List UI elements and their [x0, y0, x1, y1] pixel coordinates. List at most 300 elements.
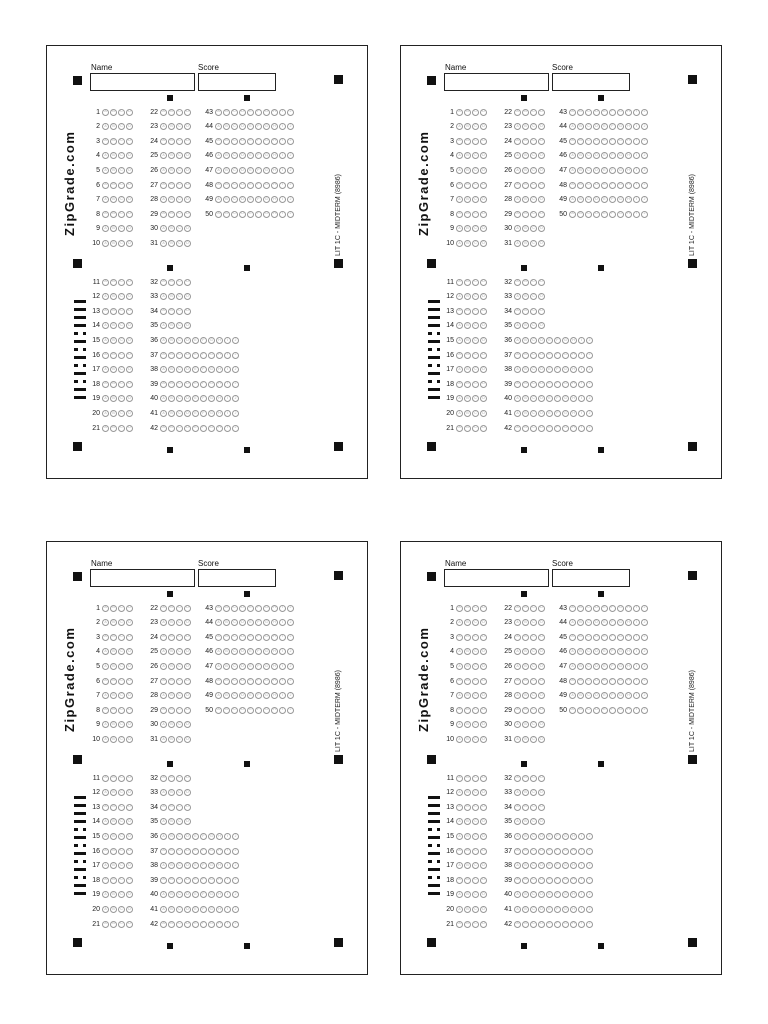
answer-bubble[interactable]: E [247, 648, 254, 655]
answer-bubble[interactable]: A [456, 848, 463, 855]
answer-bubble[interactable]: D [126, 138, 133, 145]
answer-bubble[interactable]: D [480, 366, 487, 373]
answer-bubble[interactable]: E [601, 619, 608, 626]
answer-bubble[interactable]: C [472, 123, 479, 130]
answer-bubble[interactable]: G [617, 152, 624, 159]
answer-bubble[interactable]: H [216, 366, 223, 373]
score-field[interactable] [552, 569, 630, 587]
answer-bubble[interactable]: D [184, 605, 191, 612]
answer-bubble[interactable]: C [176, 109, 183, 116]
answer-bubble[interactable]: D [184, 109, 191, 116]
answer-bubble[interactable]: C [530, 663, 537, 670]
answer-bubble[interactable]: E [601, 138, 608, 145]
answer-bubble[interactable]: C [472, 196, 479, 203]
answer-bubble[interactable]: C [176, 906, 183, 913]
answer-bubble[interactable]: C [472, 678, 479, 685]
answer-bubble[interactable]: H [570, 906, 577, 913]
answer-bubble[interactable]: A [569, 648, 576, 655]
answer-bubble[interactable]: E [192, 921, 199, 928]
answer-bubble[interactable]: F [255, 182, 262, 189]
answer-bubble[interactable]: B [577, 152, 584, 159]
answer-bubble[interactable]: J [586, 862, 593, 869]
answer-bubble[interactable]: E [192, 337, 199, 344]
answer-bubble[interactable]: H [570, 337, 577, 344]
answer-bubble[interactable]: D [480, 663, 487, 670]
answer-bubble[interactable]: A [456, 775, 463, 782]
answer-bubble[interactable]: B [168, 109, 175, 116]
answer-bubble[interactable]: B [110, 921, 117, 928]
answer-bubble[interactable]: C [176, 891, 183, 898]
answer-bubble[interactable]: A [102, 804, 109, 811]
answer-bubble[interactable]: J [232, 862, 239, 869]
answer-bubble[interactable]: C [530, 337, 537, 344]
answer-bubble[interactable]: H [570, 891, 577, 898]
answer-bubble[interactable]: B [522, 707, 529, 714]
answer-bubble[interactable]: C [231, 167, 238, 174]
answer-bubble[interactable]: C [472, 240, 479, 247]
answer-bubble[interactable]: A [160, 634, 167, 641]
answer-bubble[interactable]: C [530, 804, 537, 811]
answer-bubble[interactable]: G [562, 862, 569, 869]
answer-bubble[interactable]: I [279, 138, 286, 145]
answer-bubble[interactable]: C [118, 167, 125, 174]
answer-bubble[interactable]: G [208, 862, 215, 869]
answer-bubble[interactable]: C [530, 109, 537, 116]
answer-bubble[interactable]: C [472, 366, 479, 373]
answer-bubble[interactable]: D [538, 322, 545, 329]
answer-bubble[interactable]: A [215, 707, 222, 714]
answer-bubble[interactable]: A [160, 308, 167, 315]
answer-bubble[interactable]: D [184, 663, 191, 670]
answer-bubble[interactable]: D [239, 619, 246, 626]
answer-bubble[interactable]: I [578, 425, 585, 432]
answer-bubble[interactable]: B [110, 862, 117, 869]
answer-bubble[interactable]: E [247, 196, 254, 203]
answer-bubble[interactable]: F [255, 692, 262, 699]
answer-bubble[interactable]: B [464, 605, 471, 612]
answer-bubble[interactable]: B [168, 663, 175, 670]
answer-bubble[interactable]: B [110, 240, 117, 247]
answer-bubble[interactable]: C [472, 663, 479, 670]
answer-bubble[interactable]: F [554, 877, 561, 884]
answer-bubble[interactable]: C [231, 692, 238, 699]
answer-bubble[interactable]: D [184, 648, 191, 655]
answer-bubble[interactable]: A [102, 678, 109, 685]
answer-bubble[interactable]: C [118, 818, 125, 825]
answer-bubble[interactable]: A [215, 182, 222, 189]
answer-bubble[interactable]: D [593, 648, 600, 655]
answer-bubble[interactable]: J [287, 211, 294, 218]
answer-bubble[interactable]: G [617, 138, 624, 145]
answer-bubble[interactable]: I [279, 707, 286, 714]
answer-bubble[interactable]: B [110, 692, 117, 699]
answer-bubble[interactable]: C [472, 410, 479, 417]
answer-bubble[interactable]: B [168, 818, 175, 825]
answer-bubble[interactable]: B [110, 410, 117, 417]
answer-bubble[interactable]: D [538, 891, 545, 898]
answer-bubble[interactable]: B [522, 678, 529, 685]
answer-bubble[interactable]: C [472, 891, 479, 898]
answer-bubble[interactable]: C [530, 692, 537, 699]
answer-bubble[interactable]: C [176, 381, 183, 388]
answer-bubble[interactable]: G [562, 410, 569, 417]
answer-bubble[interactable]: D [538, 381, 545, 388]
answer-bubble[interactable]: B [168, 123, 175, 130]
answer-bubble[interactable]: D [538, 648, 545, 655]
answer-bubble[interactable]: B [464, 634, 471, 641]
answer-bubble[interactable]: F [200, 848, 207, 855]
answer-bubble[interactable]: J [287, 634, 294, 641]
answer-bubble[interactable]: B [464, 308, 471, 315]
answer-bubble[interactable]: D [126, 123, 133, 130]
answer-bubble[interactable]: A [456, 138, 463, 145]
answer-bubble[interactable]: B [168, 678, 175, 685]
answer-bubble[interactable]: C [118, 308, 125, 315]
answer-bubble[interactable]: C [118, 862, 125, 869]
answer-bubble[interactable]: C [176, 152, 183, 159]
answer-bubble[interactable]: D [480, 167, 487, 174]
answer-bubble[interactable]: B [110, 109, 117, 116]
answer-bubble[interactable]: F [200, 395, 207, 402]
answer-bubble[interactable]: D [184, 352, 191, 359]
answer-bubble[interactable]: D [538, 775, 545, 782]
answer-bubble[interactable]: D [538, 634, 545, 641]
answer-bubble[interactable]: I [224, 833, 231, 840]
answer-bubble[interactable]: I [633, 138, 640, 145]
answer-bubble[interactable]: D [480, 678, 487, 685]
answer-bubble[interactable]: F [255, 109, 262, 116]
answer-bubble[interactable]: C [231, 152, 238, 159]
answer-bubble[interactable]: A [215, 196, 222, 203]
answer-bubble[interactable]: H [625, 211, 632, 218]
answer-bubble[interactable]: C [118, 182, 125, 189]
answer-bubble[interactable]: C [176, 352, 183, 359]
answer-bubble[interactable]: B [464, 225, 471, 232]
answer-bubble[interactable]: J [232, 395, 239, 402]
answer-bubble[interactable]: C [472, 707, 479, 714]
answer-bubble[interactable]: B [223, 692, 230, 699]
answer-bubble[interactable]: E [247, 138, 254, 145]
answer-bubble[interactable]: C [176, 337, 183, 344]
answer-bubble[interactable]: C [530, 196, 537, 203]
answer-bubble[interactable]: C [585, 167, 592, 174]
answer-bubble[interactable]: A [102, 279, 109, 286]
answer-bubble[interactable]: A [514, 605, 521, 612]
answer-bubble[interactable]: G [263, 196, 270, 203]
answer-bubble[interactable]: A [456, 891, 463, 898]
answer-bubble[interactable]: A [514, 678, 521, 685]
answer-bubble[interactable]: B [110, 707, 117, 714]
answer-bubble[interactable]: B [577, 678, 584, 685]
answer-bubble[interactable]: C [118, 789, 125, 796]
answer-bubble[interactable]: A [160, 605, 167, 612]
answer-bubble[interactable]: D [538, 240, 545, 247]
answer-bubble[interactable]: E [546, 366, 553, 373]
answer-bubble[interactable]: D [239, 152, 246, 159]
answer-bubble[interactable]: C [118, 322, 125, 329]
answer-bubble[interactable]: C [585, 123, 592, 130]
answer-bubble[interactable]: B [110, 123, 117, 130]
answer-bubble[interactable]: B [168, 877, 175, 884]
answer-bubble[interactable]: C [231, 605, 238, 612]
answer-bubble[interactable]: B [223, 196, 230, 203]
answer-bubble[interactable]: D [538, 833, 545, 840]
answer-bubble[interactable]: B [522, 775, 529, 782]
answer-bubble[interactable]: F [255, 707, 262, 714]
answer-bubble[interactable]: D [593, 123, 600, 130]
answer-bubble[interactable]: B [168, 891, 175, 898]
answer-bubble[interactable]: H [570, 877, 577, 884]
answer-bubble[interactable]: E [192, 410, 199, 417]
answer-bubble[interactable]: A [102, 648, 109, 655]
answer-bubble[interactable]: C [530, 906, 537, 913]
answer-bubble[interactable]: A [160, 225, 167, 232]
answer-bubble[interactable]: A [160, 381, 167, 388]
answer-bubble[interactable]: B [168, 337, 175, 344]
answer-bubble[interactable]: A [514, 138, 521, 145]
answer-bubble[interactable]: G [617, 167, 624, 174]
answer-bubble[interactable]: D [538, 410, 545, 417]
answer-bubble[interactable]: D [538, 707, 545, 714]
answer-bubble[interactable]: I [279, 196, 286, 203]
answer-bubble[interactable]: J [641, 182, 648, 189]
answer-bubble[interactable]: C [472, 211, 479, 218]
answer-bubble[interactable]: C [472, 877, 479, 884]
answer-bubble[interactable]: C [176, 818, 183, 825]
answer-bubble[interactable]: E [247, 109, 254, 116]
answer-bubble[interactable]: B [464, 381, 471, 388]
answer-bubble[interactable]: I [224, 921, 231, 928]
answer-bubble[interactable]: A [215, 678, 222, 685]
answer-bubble[interactable]: G [263, 211, 270, 218]
answer-bubble[interactable]: C [472, 848, 479, 855]
answer-bubble[interactable]: A [514, 634, 521, 641]
answer-bubble[interactable]: C [118, 634, 125, 641]
answer-bubble[interactable]: C [118, 123, 125, 130]
answer-bubble[interactable]: D [538, 366, 545, 373]
answer-bubble[interactable]: B [168, 395, 175, 402]
answer-bubble[interactable]: I [224, 425, 231, 432]
answer-bubble[interactable]: B [168, 789, 175, 796]
answer-bubble[interactable]: E [192, 366, 199, 373]
answer-bubble[interactable]: C [176, 240, 183, 247]
answer-bubble[interactable]: D [538, 425, 545, 432]
answer-bubble[interactable]: D [126, 605, 133, 612]
answer-bubble[interactable]: B [577, 692, 584, 699]
answer-bubble[interactable]: C [176, 721, 183, 728]
answer-bubble[interactable]: C [530, 167, 537, 174]
answer-bubble[interactable]: A [514, 293, 521, 300]
answer-bubble[interactable]: D [538, 789, 545, 796]
answer-bubble[interactable]: C [176, 196, 183, 203]
answer-bubble[interactable]: D [538, 279, 545, 286]
answer-bubble[interactable]: D [184, 167, 191, 174]
answer-bubble[interactable]: A [215, 152, 222, 159]
answer-bubble[interactable]: D [239, 678, 246, 685]
score-field[interactable] [552, 73, 630, 91]
answer-bubble[interactable]: B [110, 425, 117, 432]
answer-bubble[interactable]: B [522, 381, 529, 388]
answer-bubble[interactable]: B [168, 293, 175, 300]
answer-bubble[interactable]: H [216, 906, 223, 913]
answer-bubble[interactable]: G [562, 337, 569, 344]
answer-bubble[interactable]: D [593, 211, 600, 218]
answer-bubble[interactable]: H [271, 648, 278, 655]
answer-bubble[interactable]: C [231, 663, 238, 670]
answer-bubble[interactable]: E [546, 906, 553, 913]
answer-bubble[interactable]: A [102, 395, 109, 402]
answer-bubble[interactable]: B [223, 123, 230, 130]
answer-bubble[interactable]: I [633, 619, 640, 626]
answer-bubble[interactable]: D [480, 605, 487, 612]
answer-bubble[interactable]: C [118, 366, 125, 373]
answer-bubble[interactable]: C [231, 211, 238, 218]
answer-bubble[interactable]: B [522, 619, 529, 626]
answer-bubble[interactable]: B [168, 322, 175, 329]
answer-bubble[interactable]: F [255, 648, 262, 655]
answer-bubble[interactable]: A [569, 663, 576, 670]
answer-bubble[interactable]: I [578, 862, 585, 869]
answer-bubble[interactable]: B [464, 848, 471, 855]
answer-bubble[interactable]: H [570, 381, 577, 388]
answer-bubble[interactable]: E [247, 678, 254, 685]
answer-bubble[interactable]: B [168, 352, 175, 359]
answer-bubble[interactable]: D [126, 152, 133, 159]
answer-bubble[interactable]: D [480, 293, 487, 300]
answer-bubble[interactable]: A [514, 109, 521, 116]
answer-bubble[interactable]: B [522, 736, 529, 743]
answer-bubble[interactable]: J [287, 123, 294, 130]
answer-bubble[interactable]: I [279, 167, 286, 174]
answer-bubble[interactable]: A [456, 211, 463, 218]
answer-bubble[interactable]: D [480, 804, 487, 811]
answer-bubble[interactable]: G [617, 663, 624, 670]
answer-bubble[interactable]: B [110, 789, 117, 796]
answer-bubble[interactable]: E [247, 619, 254, 626]
answer-bubble[interactable]: D [184, 395, 191, 402]
answer-bubble[interactable]: A [514, 721, 521, 728]
answer-bubble[interactable]: G [208, 410, 215, 417]
answer-bubble[interactable]: A [102, 877, 109, 884]
answer-bubble[interactable]: C [472, 775, 479, 782]
answer-bubble[interactable]: A [514, 395, 521, 402]
answer-bubble[interactable]: B [464, 906, 471, 913]
answer-bubble[interactable]: J [287, 182, 294, 189]
answer-bubble[interactable]: D [480, 196, 487, 203]
answer-bubble[interactable]: B [168, 707, 175, 714]
answer-bubble[interactable]: F [200, 862, 207, 869]
answer-bubble[interactable]: F [554, 366, 561, 373]
answer-bubble[interactable]: C [530, 138, 537, 145]
answer-bubble[interactable]: D [184, 692, 191, 699]
answer-bubble[interactable]: E [192, 381, 199, 388]
answer-bubble[interactable]: J [641, 707, 648, 714]
answer-bubble[interactable]: D [538, 337, 545, 344]
answer-bubble[interactable]: B [223, 707, 230, 714]
answer-bubble[interactable]: B [168, 279, 175, 286]
answer-bubble[interactable]: A [569, 707, 576, 714]
answer-bubble[interactable]: D [480, 906, 487, 913]
answer-bubble[interactable]: B [168, 692, 175, 699]
answer-bubble[interactable]: D [538, 605, 545, 612]
answer-bubble[interactable]: B [110, 152, 117, 159]
answer-bubble[interactable]: B [110, 308, 117, 315]
answer-bubble[interactable]: C [231, 123, 238, 130]
answer-bubble[interactable]: B [110, 322, 117, 329]
answer-bubble[interactable]: B [168, 921, 175, 928]
answer-bubble[interactable]: E [192, 395, 199, 402]
answer-bubble[interactable]: C [118, 619, 125, 626]
answer-bubble[interactable]: C [585, 663, 592, 670]
answer-bubble[interactable]: B [168, 196, 175, 203]
answer-bubble[interactable]: G [208, 848, 215, 855]
answer-bubble[interactable]: G [562, 352, 569, 359]
answer-bubble[interactable]: C [118, 352, 125, 359]
answer-bubble[interactable]: C [176, 619, 183, 626]
answer-bubble[interactable]: B [522, 167, 529, 174]
answer-bubble[interactable]: D [126, 775, 133, 782]
answer-bubble[interactable]: D [480, 352, 487, 359]
answer-bubble[interactable]: F [255, 634, 262, 641]
answer-bubble[interactable]: C [118, 891, 125, 898]
answer-bubble[interactable]: D [126, 425, 133, 432]
answer-bubble[interactable]: H [625, 605, 632, 612]
answer-bubble[interactable]: C [118, 678, 125, 685]
answer-bubble[interactable]: E [601, 663, 608, 670]
answer-bubble[interactable]: C [231, 648, 238, 655]
answer-bubble[interactable]: J [641, 605, 648, 612]
answer-bubble[interactable]: H [216, 891, 223, 898]
answer-bubble[interactable]: B [110, 138, 117, 145]
answer-bubble[interactable]: B [168, 833, 175, 840]
answer-bubble[interactable]: A [514, 240, 521, 247]
answer-bubble[interactable]: J [586, 381, 593, 388]
answer-bubble[interactable]: C [118, 337, 125, 344]
answer-bubble[interactable]: F [200, 833, 207, 840]
answer-bubble[interactable]: E [247, 152, 254, 159]
answer-bubble[interactable]: I [633, 678, 640, 685]
answer-bubble[interactable]: A [514, 167, 521, 174]
answer-bubble[interactable]: B [464, 877, 471, 884]
answer-bubble[interactable]: A [160, 167, 167, 174]
answer-bubble[interactable]: F [609, 152, 616, 159]
answer-bubble[interactable]: C [472, 279, 479, 286]
answer-bubble[interactable]: A [456, 804, 463, 811]
answer-bubble[interactable]: E [546, 848, 553, 855]
answer-bubble[interactable]: B [110, 877, 117, 884]
answer-bubble[interactable]: D [126, 804, 133, 811]
answer-bubble[interactable]: I [279, 605, 286, 612]
answer-bubble[interactable]: D [126, 308, 133, 315]
answer-bubble[interactable]: A [215, 123, 222, 130]
answer-bubble[interactable]: F [200, 891, 207, 898]
answer-bubble[interactable]: C [176, 736, 183, 743]
answer-bubble[interactable]: E [247, 634, 254, 641]
answer-bubble[interactable]: H [625, 196, 632, 203]
answer-bubble[interactable]: B [522, 211, 529, 218]
answer-bubble[interactable]: H [570, 366, 577, 373]
answer-bubble[interactable]: J [641, 663, 648, 670]
answer-bubble[interactable]: G [208, 352, 215, 359]
answer-bubble[interactable]: C [472, 906, 479, 913]
answer-bubble[interactable]: A [514, 619, 521, 626]
answer-bubble[interactable]: G [617, 678, 624, 685]
answer-bubble[interactable]: A [456, 410, 463, 417]
answer-bubble[interactable]: B [168, 425, 175, 432]
answer-bubble[interactable]: E [247, 123, 254, 130]
answer-bubble[interactable]: H [570, 410, 577, 417]
answer-bubble[interactable]: H [625, 707, 632, 714]
